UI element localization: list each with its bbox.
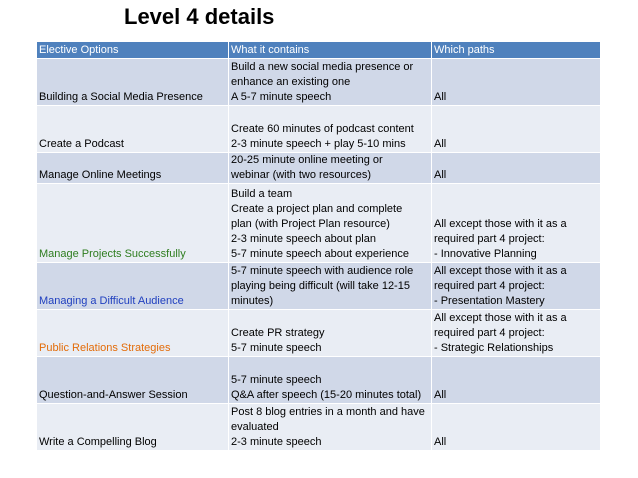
elective-contents: Post 8 blog entries in a month and have evaluated 2-3 minute speech <box>229 404 432 451</box>
table-header-row <box>37 42 601 59</box>
elective-option: Public Relations Strategies <box>37 310 229 357</box>
table-row <box>37 263 601 310</box>
header-elective-options: Elective Options <box>37 42 229 59</box>
elective-option: Question-and-Answer Session <box>37 357 229 404</box>
elective-table <box>36 41 601 451</box>
elective-paths: All <box>432 404 601 451</box>
elective-paths: All <box>432 59 601 106</box>
table-row <box>37 153 601 184</box>
elective-contents: 20-25 minute online meeting or webinar (with two resources) <box>229 153 432 184</box>
elective-contents: Build a new social media presence or enhance an existing one A 5-7 minute speech <box>229 59 432 106</box>
table-row <box>37 106 601 153</box>
table-row <box>37 310 601 357</box>
elective-contents: Build a team Create a project plan and complete plan (with Project Plan resource) 2-3 minute speech about plan 5-7 minute speech about experience <box>229 184 432 263</box>
elective-paths: All <box>432 357 601 404</box>
page-title: Level 4 details <box>124 4 275 29</box>
elective-option: Managing a Difficult Audience <box>37 263 229 310</box>
header-which-paths: Which paths <box>432 42 601 59</box>
table-row <box>37 59 601 106</box>
header-what-it-contains: What it contains <box>229 42 432 59</box>
elective-contents: Create 60 minutes of podcast content 2-3 minute speech + play 5-10 mins <box>229 106 432 153</box>
elective-contents: 5-7 minute speech Q&A after speech (15-20 minutes total) <box>229 357 432 404</box>
elective-contents: 5-7 minute speech with audience role playing being difficult (will take 12-15 minutes) <box>229 263 432 310</box>
elective-option: Manage Projects Successfully <box>37 184 229 263</box>
table-row <box>37 184 601 263</box>
table-row <box>37 404 601 451</box>
elective-paths: All except those with it as a required part 4 project: - Presentation Mastery <box>432 263 601 310</box>
elective-option: Building a Social Media Presence <box>37 59 229 106</box>
elective-paths: All except those with it as a required part 4 project: - Innovative Planning <box>432 184 601 263</box>
table-row <box>37 357 601 404</box>
elective-option: Write a Compelling Blog <box>37 404 229 451</box>
elective-paths: All except those with it as a required part 4 project: - Strategic Relationships <box>432 310 601 357</box>
elective-contents: Create PR strategy 5-7 minute speech <box>229 310 432 357</box>
elective-paths: All <box>432 153 601 184</box>
elective-option: Create a Podcast <box>37 106 229 153</box>
elective-paths: All <box>432 106 601 153</box>
elective-option: Manage Online Meetings <box>37 153 229 184</box>
